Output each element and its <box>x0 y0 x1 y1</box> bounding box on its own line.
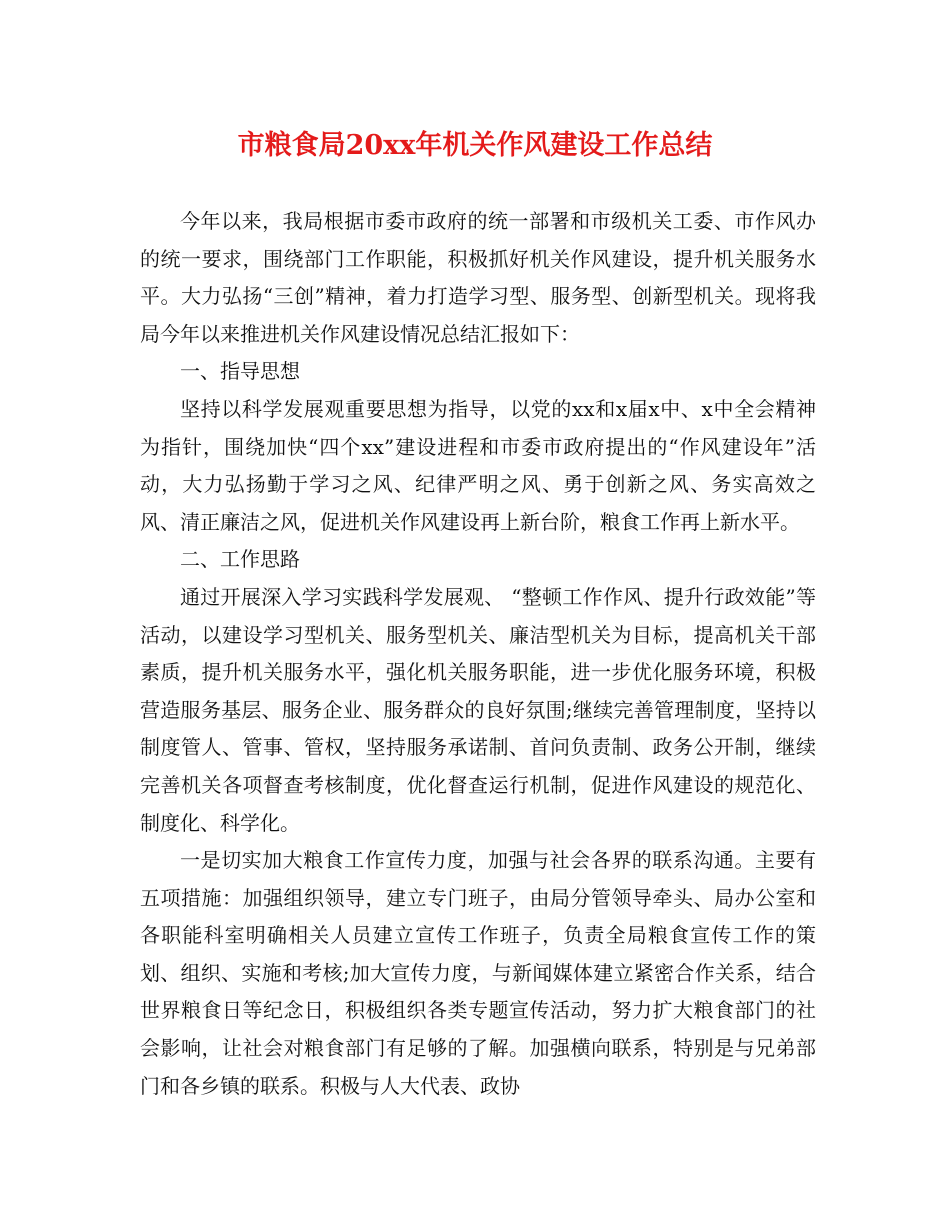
work-approach-paragraph: 通过开展深入学习实践科学发展观、 “整顿工作作风、提升行政效能”等活动，以建设学习型机关、服务型机关、廉洁型机关为目标，提高机关干部素质，提升机关服务水平，强化机关服务职能，进一步优化服务环境，积极营造服务基层、服务企业、服务群众的良好氛围;继续完善管理制度，坚持以制度管人、管事、管权，坚持服务承诺制、首问负责制、政务公开制，继续完善机关各项督查考核制度，优化督查运行机制，促进作风建设的规范化、制度化、科学化。 <box>140 584 816 835</box>
section-heading-work-approach: 二、工作思路 <box>180 547 300 572</box>
section-heading-guiding-ideology: 一、指导思想 <box>180 359 300 384</box>
document-title: 市粮食局20xx年机关作风建设工作总结 <box>237 130 713 161</box>
guiding-ideology-paragraph: 坚持以科学发展观重要思想为指导，以党的xx和x届x中、x中全会精神为指针，围绕加快“四个xx”建设进程和市委市政府提出的“作风建设年”活动，大力弘扬勤于学习之风、纪律严明之风、勇于创新之风、务实高效之风、清正廉洁之风，促进机关作风建设再上新台阶，粮食工作再上新水平。 <box>140 396 816 534</box>
measure-one-paragraph: 一是切实加大粮食工作宣传力度，加强与社会各界的联系沟通。主要有五项措施：加强组织领导，建立专门班子，由局分管领导牵头、局办公室和各职能科室明确相关人员建立宣传工作班子，负责全局粮食宣传工作的策划、组织、实施和考核;加大宣传力度，与新闻媒体建立紧密合作关系，结合世界粮食日等纪念日，积极组织各类专题宣传活动，努力扩大粮食部门的社会影响，让社会对粮食部门有足够的了解。加强横向联系，特别是与兄弟部门和各乡镇的联系。积极与人大代表、政协 <box>140 848 816 1098</box>
document-body <box>140 203 816 1105</box>
intro-paragraph: 今年以来，我局根据市委市政府的统一部署和市级机关工委、市作风办的统一要求，围绕部门工作职能，积极抓好机关作风建设，提升机关服务水平。大力弘扬“三创”精神，着力打造学习型、服务型、创新型机关。现将我局今年以来推进机关作风建设情况总结汇报如下： <box>140 209 816 346</box>
